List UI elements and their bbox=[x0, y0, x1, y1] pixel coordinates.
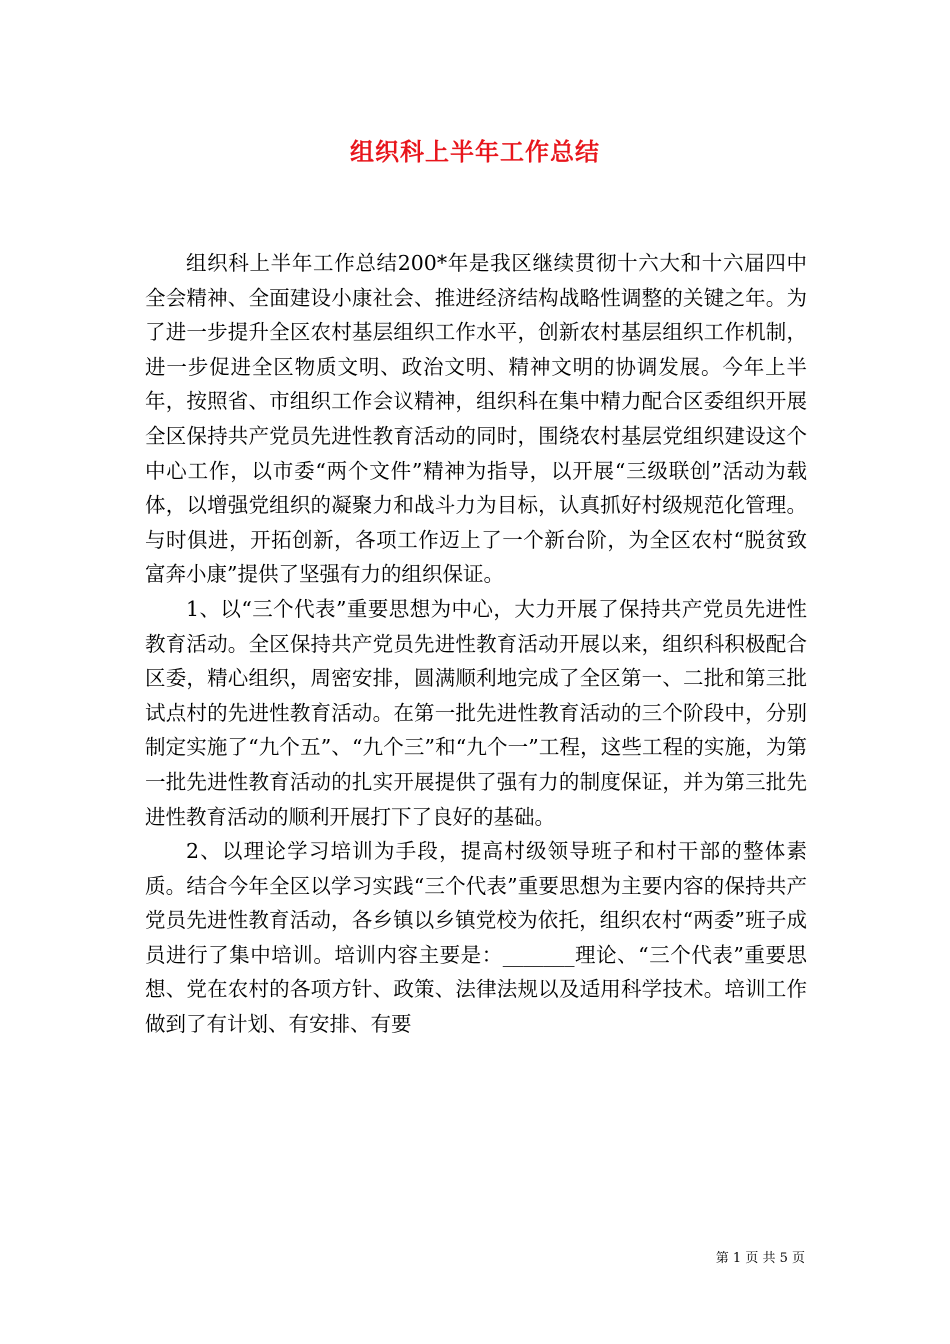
document-body bbox=[145, 246, 807, 1042]
paragraph-intro: 组织科上半年工作总结200*年是我区继续贯彻十六大和十六届四中全会精神、全面建设小康社会、推进经济结构战略性调整的关键之年。为了进一步提升全区农村基层组织工作水平，创新农村基层组织工作机制，进一步促进全区物质文明、政治文明、精神文明的协调发展。今年上半年，按照省、市组织工作会议精神，组织科在集中精力配合区委组织开展全区保持共产党员先进性教育活动的同时，围绕农村基层党组织建设这个中心工作，以市委“两个文件”精神为指导，以开展“三级联创”活动为载体，以增强党组织的凝聚力和战斗力为目标，认真抓好村级规范化管理。与时俱进，开拓创新，各项工作迈上了一个新台阶，为全区农村“脱贫致富奔小康”提供了坚强有力的组织保证。 bbox=[145, 251, 807, 587]
page-title: 组织科上半年工作总结 bbox=[350, 137, 600, 166]
page-number: 第 1 页 共 5 页 bbox=[715, 1251, 805, 1266]
paragraph-section-1: 1、以“三个代表”重要思想为中心，大力开展了保持共产党员先进性教育活动。全区保持共产党员先进性教育活动开展以来，组织科积极配合区委，精心组织，周密安排，圆满顺利地完成了全区第一、二批和第三批试点村的先进性教育活动。在第一批先进性教育活动的三个阶段中，分别制定实施了“九个五”、“九个三”和“九个一”工程，这些工程的实施，为第一批先进性教育活动的扎实开展提供了强有力的制度保证，并为第三批先进性教育活动的顺利开展打下了良好的基础。 bbox=[145, 596, 807, 829]
paragraph-section-2: 2、以理论学习培训为手段，提高村级领导班子和村干部的整体素质。结合今年全区以学习实践“三个代表”重要思想为主要内容的保持共产党员先进性教育活动，各乡镇以乡镇党校为依托，组织农村“两委”班子成员进行了集中培训。培训内容主要是：_______理论、“三个代表”重要思想、党在农村的各项方针、政策、法律法规以及适用科学技术。培训工作做到了有计划、有安排、有要 bbox=[145, 839, 807, 1037]
